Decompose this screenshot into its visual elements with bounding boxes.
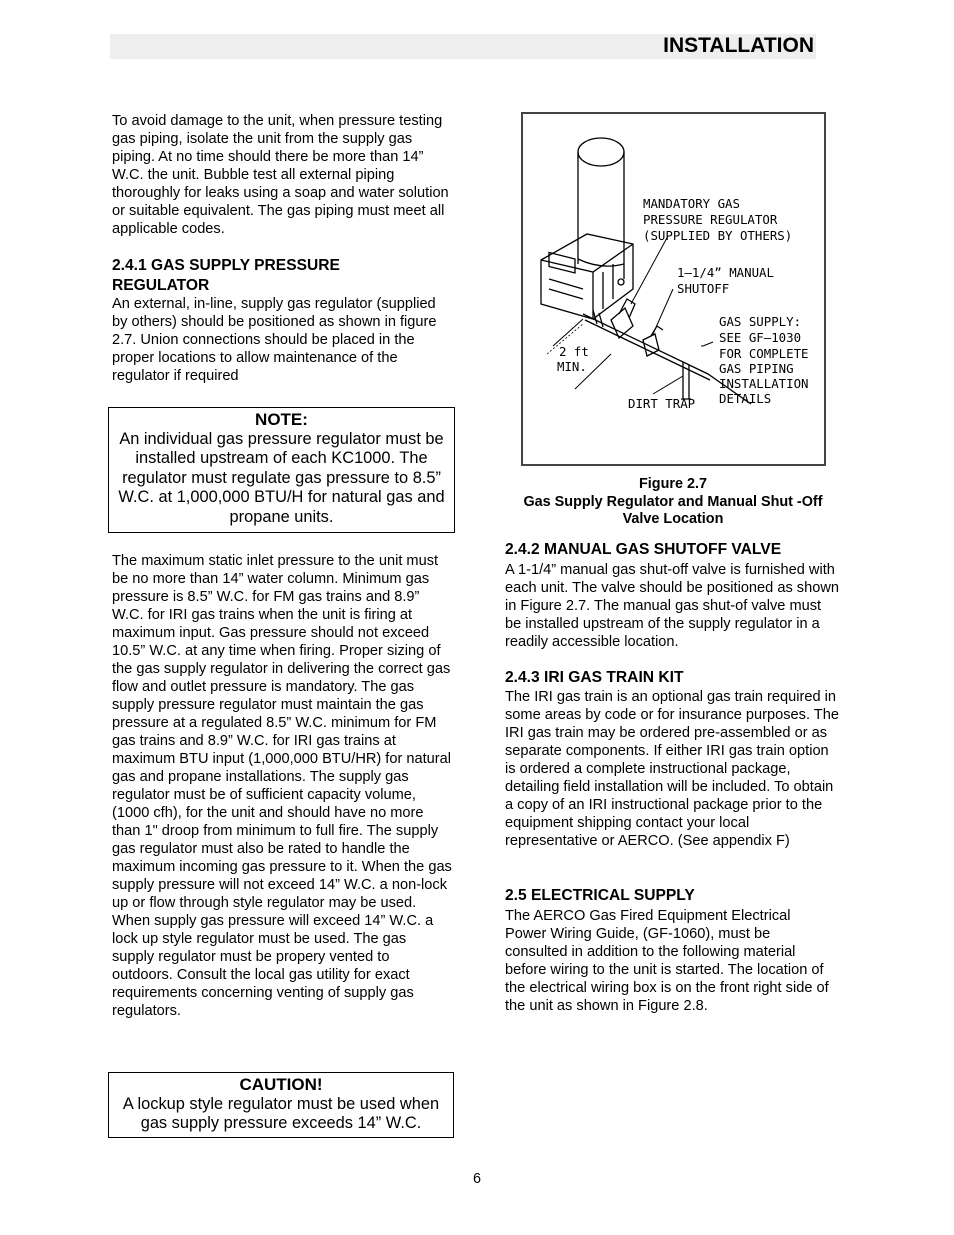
supply-label-line-2: SEE GF–1030 [719,330,802,345]
unit-cabinet [541,234,633,319]
intro-paragraph: To avoid damage to the unit, when pressure testing gas piping, isolate the unit from the supply gas piping. At no time should there be more than 14” W.C. the unit. Bubble test all external piping thoroughly for leaks using a soap and water solution or suitable equivalent. The gas piping must meet all applicable codes. [112,113,449,237]
gas-train-diagram [523,114,824,464]
supply-label-line-6: DETAILS [719,391,772,406]
section-25-heading: 2.5 ELECTRICAL SUPPLY [505,887,695,904]
figure-title: Gas Supply Regulator and Manual Shut -Off Valve Location [523,493,823,527]
supply-label-line-3: FOR COMPLETE [719,346,809,361]
shutoff-label-line-2: SHUTOFF [677,281,730,296]
unit-panel-lines [549,264,613,309]
section-243-body: The IRI gas train is an optional gas train required in some areas by code or for insurance purposes. The IRI gas train may be ordered pre-assembled or as separate components. If either IRI gas train option is ordered a complete instructional package, detailing field installation will be included. To obtain a copy of an IRI instructional package prior to the equipment shipping contact your local representative or AERCO. (See appendix F) [505,689,839,849]
distance-label-line-2: MIN. [557,359,587,374]
regulator-label-line-3: (SUPPLIED BY OTHERS) [643,228,793,243]
gas-pipe-lower [585,320,710,380]
caution-box [108,1072,454,1138]
flue-base [578,259,624,266]
shutoff-valve [643,334,659,356]
dirt-trap [681,362,691,399]
supply-label-line-5: INSTALLATION [719,376,809,391]
flue-top-ellipse [578,138,624,166]
section-242-body: A 1-1/4” manual gas shut-off valve is furnished with each unit. The valve should be positioned as shown in Figure 2.7. The manual gas shut-of valve must be installed upstream of the supply regulator in a readily accessible location. [505,562,839,650]
figure-number: Figure 2.7 [639,476,707,492]
regulator-label-line-1: MANDATORY GAS [643,196,740,211]
page-title: INSTALLATION [663,34,814,57]
supply-label-line-4: GAS PIPING [719,361,794,376]
distance-label-line-1: 2 ft [559,344,589,359]
leader-shutoff [653,289,673,334]
note-title: NOTE: [255,410,308,429]
section-25-body: The AERCO Gas Fired Equipment Electrical Power Wiring Guide, (GF-1060), must be consulted in addition to the following material before wiring to the unit is started. The location of the electrical wiring box is on the front right side of the unit as shown in Figure 2.8. [505,908,829,1014]
shutoff-label-line-1: 1–1/4” MANUAL [677,265,774,280]
unit-knob [618,279,624,285]
leader-dirt-trap [653,376,683,394]
note-box [108,407,455,533]
section-241-heading: 2.4.1 GAS SUPPLY PRESSURE REGULATOR [112,257,340,294]
figure-caption [505,476,841,529]
leader-regulator [631,236,668,304]
note-body: An individual gas pressure regulator must be installed upstream of each KC1000. The regulator must regulate gas pressure to 8.5” W.C. at 1,000,000 BTU/H for natural gas and propane units. [118,429,445,526]
flue-sides [578,152,624,279]
page-number: 6 [472,1171,481,1187]
leader-supply [701,342,713,346]
section-242-heading: 2.4.2 MANUAL GAS SHUTOFF VALVE [505,541,782,558]
regulator-label-line-2: PRESSURE REGULATOR [643,212,778,227]
pressure-paragraph: The maximum static inlet pressure to the unit must be no more than 14” water column. Minimum gas pressure is 8.5” W.C. for FM gas trains and 8.9” W.C. for IRI gas trains when the unit is firing at maximum input. Gas pressure should not exceed 10.5” W.C. at any time when firing. Proper sizing of the gas supply regulator in delivering the correct gas flow and outlet pressure is mandatory. The gas supply pressure regulator must maintain the gas pressure at a regulated 8.5” W.C. minimum for FM gas trains and 8.9” W.C. for IRI gas trains at maximum BTU input (1,000,000 BTU/HR) for natural gas and propane installations. The supply gas regulator must be of sufficient capacity volume, (1000 cfh), for the unit and should have no more than 1" droop from minimum to full fire. The supply gas regulator must also be rated to handle the maximum incoming gas pressure to it. When the gas supply pressure will not exceed 14” W.C. a non-lock up or flow through style regulator may be used. When supply gas pressure will exceed 14” W.C. a lock up style regulator must be used. The gas supply regulator must be propery vented to outdoors. Consult the local gas utility for exact requirements concerning venting of supply gas regulators. [112,553,452,1019]
caution-body: A lockup style regulator must be used when gas supply pressure exceeds 14” W.C. [122,1094,440,1133]
section-241-body: An external, in-line, supply gas regulator (supplied by others) should be positioned as shown in figure 2.7. Union connections should be placed in the proper locations to allow maintenance of the regulator if required [112,296,437,384]
supply-label-line-1: GAS SUPPLY: [719,314,802,329]
dirt-trap-label: DIRT TRAP [628,396,696,411]
caution-title: CAUTION! [239,1075,323,1094]
section-243-heading: 2.4.3 IRI GAS TRAIN KIT [505,669,684,686]
figure-2-7 [521,112,826,466]
